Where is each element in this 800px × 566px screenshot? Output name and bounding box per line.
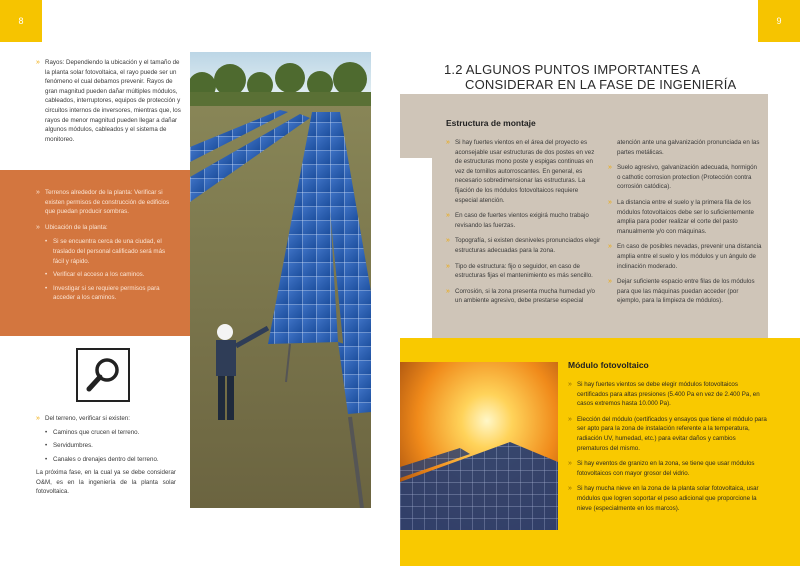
terreno-item-3: • Canales o drenajes dentro del terreno.: [45, 455, 186, 465]
modulo-item-3: » Si hay eventos de granizo en la zona, se tiene que usar módulos fotovoltaicos con mayor grosor del vidrio.: [568, 459, 768, 478]
terreno-item-2: • Servidumbres.: [45, 441, 186, 451]
modulo-list: [568, 380, 768, 519]
estructura-col-1: [446, 138, 602, 312]
estructura-item-9: » Dejar suficiente espacio entre filas de los módulos para que las máquinas puedan acceder (por ejemplo, para la limpieza de módulos).: [608, 277, 762, 306]
estructura-item-5: » Corrosión, si la zona presenta mucha humedad y/o un ambiente agresivo, debe prestarse especial: [446, 287, 602, 306]
terreno-item-1: • Caminos que crucen el terreno.: [45, 428, 186, 438]
section-title: [444, 62, 774, 92]
estructura-item-3: » Topografía, si existen desniveles pronunciados elegir estructuras adecuadas para la zona.: [446, 236, 602, 255]
grey-notch: [400, 158, 432, 338]
solar-field-photo: [190, 52, 371, 508]
modulo-heading: Módulo fotovoltaico: [568, 360, 649, 370]
terreno-block: [36, 414, 186, 470]
page-number-left: 8: [0, 0, 42, 42]
ubicacion-sub-2: • Verificar el acceso a los caminos.: [45, 270, 174, 280]
sunset-panel-photo: [400, 362, 558, 530]
estructura-box: [400, 94, 768, 338]
magnifier-icon: [76, 348, 130, 402]
terreno-intro: » Del terreno, verificar si existen: • Caminos que crucen el terreno. • Servidumbres. • Canales o drenajes dentro del terreno.: [36, 414, 186, 464]
closing-paragraph: La próxima fase, en la cual ya se debe considerar O&M, es en la ingeniería de la planta solar fotovoltaica.: [36, 469, 176, 496]
modulo-item-4: » Si hay mucha nieve en la zona de la planta solar fotovoltaica, usar módulos que logren soportar el peso adicional que proporcione la nieve (especialmente en los marcos).: [568, 484, 768, 513]
estructura-heading: Estructura de montaje: [446, 118, 536, 128]
ubicacion-sub-3: • Investigar si se requiere permisos para acceder a los caminos.: [45, 284, 174, 303]
page-number-right: 9: [758, 0, 800, 42]
estructura-item-4: » Tipo de estructura: fijo o seguidor, en caso de estructuras fijas el mantenimiento es más sencillo.: [446, 262, 602, 281]
ubicacion-sub-1: • Si se encuentra cerca de una ciudad, el traslado del personal calificado será más fácil y rápido.: [45, 237, 174, 266]
modulo-item-1: » Si hay fuertes vientos se debe elegir módulos fotovoltaicos certificados para altas presiones (5.400 Pa en vez de 2.400 Pa, en casos extremos hasta 10.000 Pa).: [568, 380, 768, 409]
rayos-block: [36, 58, 186, 150]
estructura-item-2: » En caso de fuertes vientos exigirá mucho trabajo revisando las fuerzas.: [446, 211, 602, 230]
estructura-col-2: [608, 138, 762, 312]
estructura-item-6: » Suelo agresivo, galvanización adecuada, hormigón o cathotic corrosion protection (Protección contra corrosión catódica).: [608, 163, 762, 192]
ubicacion-label: Ubicación de la planta:: [45, 223, 108, 231]
orange-info-box: [0, 170, 190, 336]
estructura-continuation: atención ante una galvanización pronunciada en las partes metálicas.: [617, 139, 760, 156]
estructura-item-7: » La distancia entre el suelo y la primera fila de los módulos fotovoltaicos debe ser lo suficientemente amplia para poder realizar el corte del pasto manualmente y/o con máquinas.: [608, 198, 762, 236]
title-number: 1.2: [444, 62, 463, 77]
terrenos-alrededor: » Terrenos alrededor de la planta: Verificar si existen permisos de construcción de edificios que puedan producir sombras.: [36, 188, 174, 217]
estructura-item-8: » En caso de posibles nevadas, prevenir una distancia amplia entre el suelo y los módulos y un ángulo de inclinación moderado.: [608, 242, 762, 271]
ubicacion-planta: [36, 223, 174, 303]
modulo-item-2: » Elección del módulo (certificados y ensayos que tiene el módulo para ser apto para la zona de instalación referente a la temperatura, radiación UV, humedad, etc.) para evitar daños y cambios prematuros del mismo.: [568, 415, 768, 453]
title-line-2: CONSIDERAR EN LA FASE DE INGENIERÍA: [465, 77, 737, 92]
rayos-text: » Rayos: Dependiendo la ubicación y el tamaño de la planta solar fotovoltaica, el rayo puede ser un fenómeno el cual debamos prevenir. Rayos de gran magnitud pueden dañar múltiples módulos, cableados, interruptores, equipos de protección y circuitos internos de inversores, mientras que, los rayos de menor magnitud pueden llegar a dañar algunos módulos, cableados y el sistema de monitoreo.: [36, 58, 186, 144]
title-line-1: ALGUNOS PUNTOS IMPORTANTES A: [465, 62, 701, 77]
estructura-item-1: » Si hay fuertes vientos en el área del proyecto es aconsejable usar estructuras de dos postes en vez de estructuras mono poste y espigas continuas en vez de tornillos autorroscantes. En general, es necesario sobredimensionar las estructuras. La fijación de los módulos fotovoltaicos requiere especial atención.: [446, 138, 602, 205]
